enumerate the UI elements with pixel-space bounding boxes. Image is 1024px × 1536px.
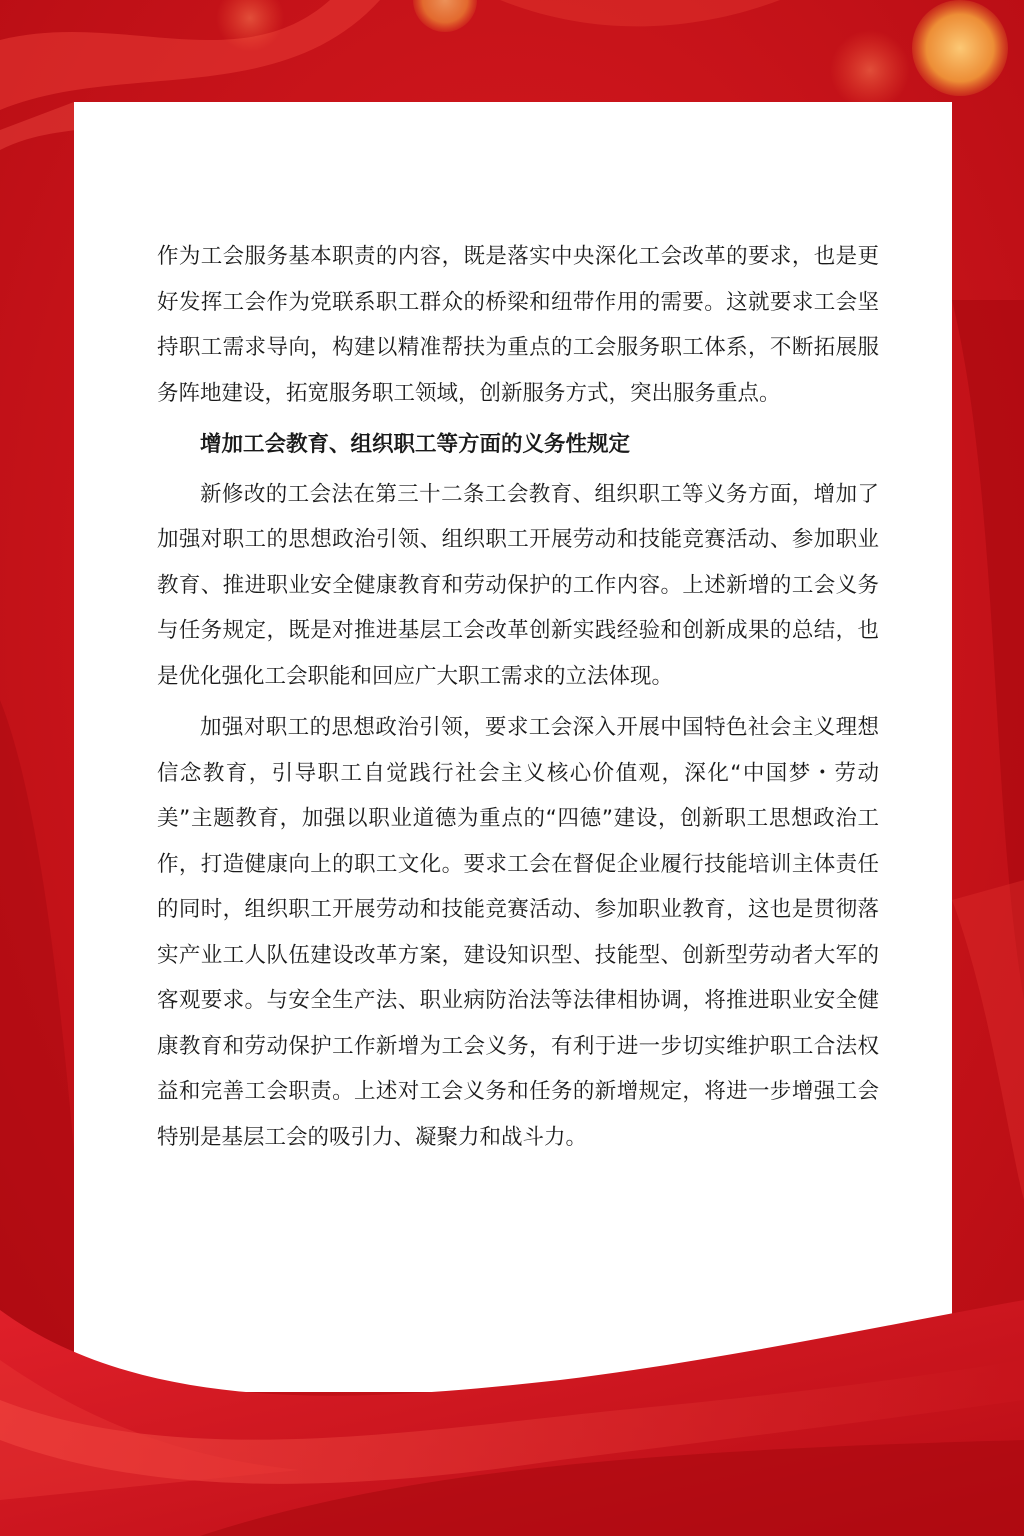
paragraph-2: 新修改的工会法在第三十二条工会教育、组织职工等义务方面，增加了加强对职工的思想政治引领、组织职工开展劳动和技能竞赛活动、参加职业教育、推进职业安全健康教育和劳动保护的工作内容。上述新增的工会义务与任务规定，既是对推进基层工会改革创新实践经验和创新成果的总结，也是优化强化工会职能和回应广大职工需求的立法体现。 [157, 481, 879, 689]
paragraph-3: 加强对职工的思想政治引领，要求工会深入开展中国特色社会主义理想信念教育，引导职工自觉践行社会主义核心价值观，深化“中国梦・劳动美”主题教育，加强以职业道德为重点的“四德”建设，创新职工思想政治工作，打造健康向上的职工文化。要求工会在督促企业履行技能培训主体责任的同时，组织职工开展劳动和技能竞赛活动、参加职业教育，这也是贯彻落实产业工人队伍建设改革方案，建设知识型、技能型、创新型劳动者大军的客观要求。与安全生产法、职业病防治法等法律相协调，将推进职业安全健康教育和劳动保护工作新增为工会义务，有利于进一步切实维护职工合法权益和完善工会职责。上述对工会义务和任务的新增规定，将进一步增强工会特别是基层工会的吸引力、凝聚力和战斗力。 [157, 715, 879, 1150]
article-body [157, 234, 879, 1166]
section-heading: 增加工会教育、组织职工等方面的义务性规定 [200, 432, 631, 457]
paragraph-1: 作为工会服务基本职责的内容，既是落实中央深化工会改革的要求，也是更好发挥工会作为党联系职工群众的桥梁和纽带作用的需要。这就要求工会坚持职工需求导向，构建以精准帮扶为重点的工会服务职工体系，不断拓展服务阵地建设，拓宽服务职工领域，创新服务方式，突出服务重点。 [157, 244, 879, 406]
